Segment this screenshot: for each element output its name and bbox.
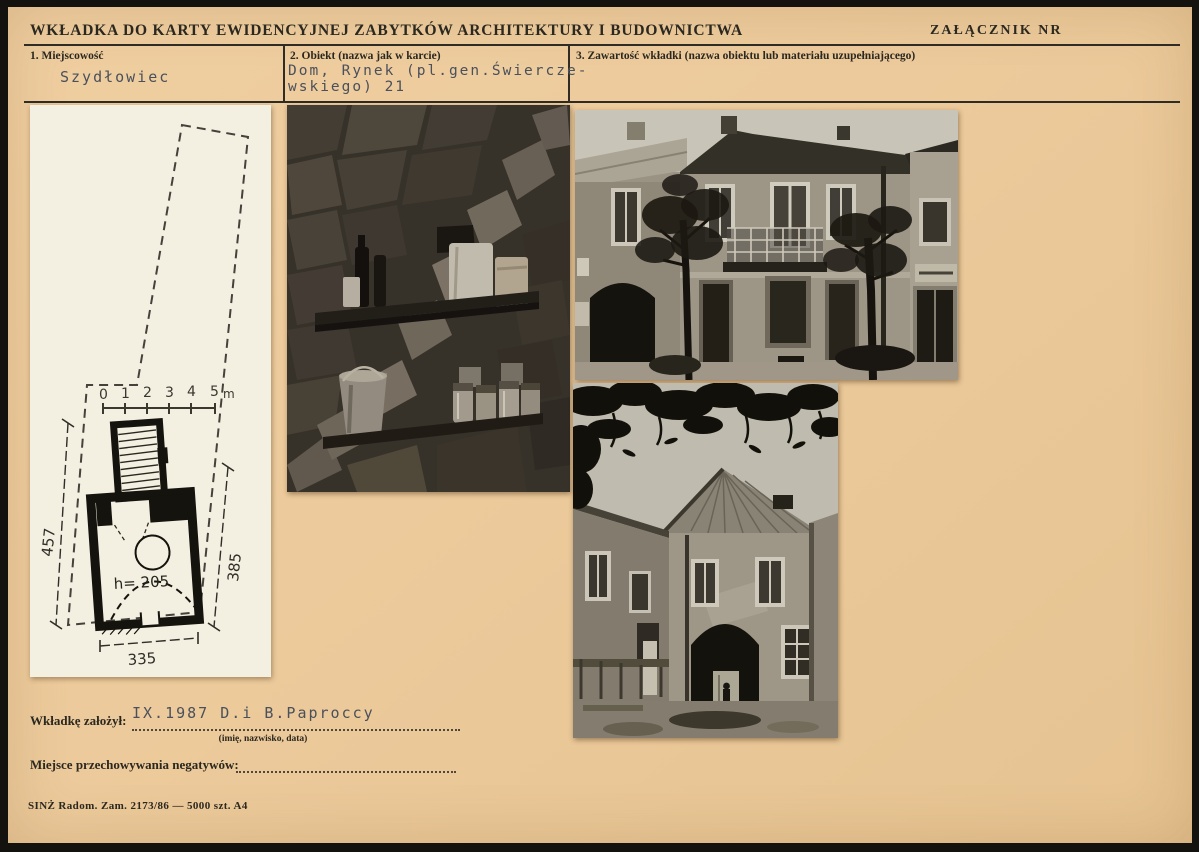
fields-bottom-rule <box>24 101 1180 103</box>
svg-text:5: 5 <box>210 384 219 400</box>
height-label: h= 205 <box>113 572 170 593</box>
founder-value: IX.1987 D.i B.Paproccy <box>132 704 375 722</box>
photo-cellar-shelves <box>287 105 570 492</box>
negatives-dotted-line <box>236 771 456 773</box>
dimension-bottom <box>100 632 198 669</box>
field-object-value-line1: Dom, Rynek (pl.gen.Świercze- <box>288 63 589 79</box>
founder-label: Wkładkę założył: <box>30 713 127 728</box>
stair-treads <box>118 430 160 491</box>
field-object-label: 2. Obiekt (nazwa jak w karcie) <box>290 50 441 62</box>
site-plan-drawing <box>30 105 271 677</box>
svg-text:m: m <box>223 387 235 401</box>
card-title: WKŁADKA DO KARTY EWIDENCYJNEJ ZABYTKÓW ARCHITEKTURY I BUDOWNICTWA <box>30 22 744 39</box>
field-locality-value: Szydłowiec <box>60 68 171 86</box>
field-locality-label: 1. Miejscowość <box>30 50 104 62</box>
field-contents-label: 3. Zawartość wkładki (nazwa obiektu lub materiału uzupełniającego) <box>576 50 916 62</box>
negatives-label: Miejsce przechowywania negatywów: <box>30 757 239 772</box>
svg-text:335: 335 <box>127 649 157 669</box>
photo-tone <box>287 105 570 492</box>
photo-courtyard-gate <box>573 383 838 738</box>
svg-text:2: 2 <box>143 385 152 401</box>
field-object-value-line2: wskiego) 21 <box>288 79 407 95</box>
dimension-left <box>38 419 74 629</box>
title-rule <box>24 44 1180 46</box>
attachment-number-label: ZAŁĄCZNIK NR <box>930 23 1063 38</box>
svg-text:385: 385 <box>224 552 245 583</box>
building-plan <box>86 420 200 636</box>
founder-hint: (imię, nazwisko, data) <box>218 734 308 744</box>
photo-street-facade <box>575 110 958 380</box>
scale-bar <box>99 384 235 414</box>
print-code: SINŻ Radom. Zam. 2173/86 — 5000 szt. A4 <box>28 800 248 812</box>
founder-dotted-line <box>132 729 460 731</box>
svg-text:1: 1 <box>121 386 130 402</box>
field-divider-1 <box>283 44 285 102</box>
site-plan-sheet <box>30 105 271 677</box>
svg-text:0: 0 <box>99 387 108 403</box>
dimension-right <box>208 463 245 631</box>
record-card <box>8 7 1192 843</box>
svg-text:457: 457 <box>38 527 59 558</box>
photo-tone <box>575 110 958 380</box>
photo-tone <box>573 383 838 738</box>
svg-text:3: 3 <box>165 385 174 401</box>
svg-text:4: 4 <box>187 384 196 400</box>
